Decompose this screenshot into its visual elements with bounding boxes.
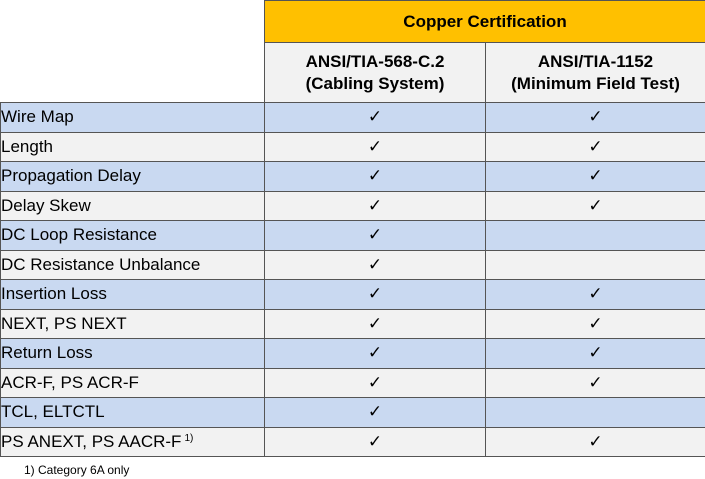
- standard-header-1152: [486, 43, 705, 103]
- checkmark-icon: ✓: [588, 284, 603, 305]
- cell-1152: [486, 191, 705, 221]
- parameter-label: Return Loss: [1, 343, 93, 363]
- standard-header-568: [265, 43, 486, 103]
- cell-568-c2: [265, 368, 486, 398]
- cell-568-c2: [265, 162, 486, 192]
- cell-568-c2: [265, 191, 486, 221]
- checkmark-icon: ✓: [588, 136, 603, 157]
- checkmark-icon: ✓: [367, 225, 383, 246]
- parameter-label: PS ANEXT, PS AACR-F: [1, 431, 182, 451]
- table-row: [1, 339, 705, 369]
- cell-1152: [486, 368, 705, 398]
- checkmark-icon: ✓: [588, 195, 603, 216]
- cell-1152: [486, 162, 705, 192]
- checkmark-icon: ✓: [367, 107, 383, 128]
- parameter-label: Insertion Loss: [1, 284, 107, 304]
- parameter-cell: [1, 280, 265, 310]
- table-row: [1, 162, 705, 192]
- cell-568-c2: [265, 280, 486, 310]
- parameter-cell: [1, 162, 265, 192]
- footnote: 1) Category 6A only: [24, 463, 130, 477]
- parameter-cell: [1, 398, 265, 428]
- table-row: [1, 280, 705, 310]
- cell-1152: [486, 339, 705, 369]
- checkmark-icon: ✓: [588, 372, 603, 393]
- cell-1152: [486, 250, 705, 280]
- checkmark-icon: ✓: [367, 372, 383, 393]
- table-row: [1, 427, 705, 457]
- checkmark-icon: ✓: [367, 166, 383, 187]
- cell-1152: [486, 103, 705, 133]
- cell-568-c2: [265, 250, 486, 280]
- checkmark-icon: ✓: [588, 343, 603, 364]
- checkmark-icon: ✓: [588, 166, 603, 187]
- parameter-cell: [1, 250, 265, 280]
- cell-1152: [486, 427, 705, 457]
- parameter-label: TCL, ELTCTL: [1, 402, 105, 422]
- standard-1152-subtitle: (Minimum Field Test): [511, 73, 680, 93]
- table-row: [1, 398, 705, 428]
- table-row: [1, 250, 705, 280]
- parameter-label: Propagation Delay: [1, 166, 141, 186]
- checkmark-icon: ✓: [367, 254, 383, 275]
- cell-1152: [486, 132, 705, 162]
- parameter-cell: [1, 221, 265, 251]
- cell-568-c2: [265, 427, 486, 457]
- parameter-cell: [1, 309, 265, 339]
- checkmark-icon: ✓: [367, 136, 383, 157]
- parameter-cell: [1, 103, 265, 133]
- table-row: [1, 132, 705, 162]
- standard-568-name: ANSI/TIA-568-C.2: [305, 51, 445, 71]
- cell-568-c2: [265, 103, 486, 133]
- table-row: [1, 368, 705, 398]
- parameter-label: ACR-F, PS ACR-F: [1, 372, 139, 392]
- parameter-cell: [1, 368, 265, 398]
- checkmark-icon: ✓: [588, 107, 603, 128]
- parameter-label: NEXT, PS NEXT: [1, 313, 127, 333]
- cell-1152: [486, 221, 705, 251]
- checkmark-icon: ✓: [588, 431, 603, 452]
- title-row: [1, 1, 705, 43]
- parameter-cell: [1, 132, 265, 162]
- cell-568-c2: [265, 398, 486, 428]
- table-row: [1, 191, 705, 221]
- parameter-label: Wire Map: [1, 107, 74, 127]
- checkmark-icon: ✓: [367, 431, 383, 452]
- parameter-label: Length: [1, 136, 53, 156]
- parameter-label: DC Resistance Unbalance: [1, 254, 201, 274]
- table-row: [1, 221, 705, 251]
- checkmark-icon: ✓: [367, 195, 383, 216]
- parameter-cell: [1, 339, 265, 369]
- cell-1152: [486, 280, 705, 310]
- footnote-reference: 1): [184, 432, 194, 444]
- cell-568-c2: [265, 221, 486, 251]
- checkmark-icon: ✓: [367, 402, 383, 423]
- parameter-label: Delay Skew: [1, 195, 91, 215]
- cell-1152: [486, 309, 705, 339]
- certification-table-body: [1, 1, 705, 457]
- standard-1152-name: ANSI/TIA-1152: [537, 51, 654, 71]
- parameter-cell: [1, 427, 265, 457]
- parameter-cell: [1, 191, 265, 221]
- standard-568-subtitle: (Cabling System): [305, 73, 445, 93]
- table-row: [1, 103, 705, 133]
- empty-corner-cell: [1, 1, 265, 103]
- cell-568-c2: [265, 309, 486, 339]
- cell-568-c2: [265, 132, 486, 162]
- cell-568-c2: [265, 339, 486, 369]
- checkmark-icon: ✓: [588, 313, 603, 334]
- checkmark-icon: ✓: [367, 343, 383, 364]
- table-title: Copper Certification: [265, 1, 705, 43]
- table-row: [1, 309, 705, 339]
- checkmark-icon: ✓: [367, 313, 383, 334]
- checkmark-icon: ✓: [367, 284, 383, 305]
- parameter-label: DC Loop Resistance: [1, 225, 157, 245]
- cell-1152: [486, 398, 705, 428]
